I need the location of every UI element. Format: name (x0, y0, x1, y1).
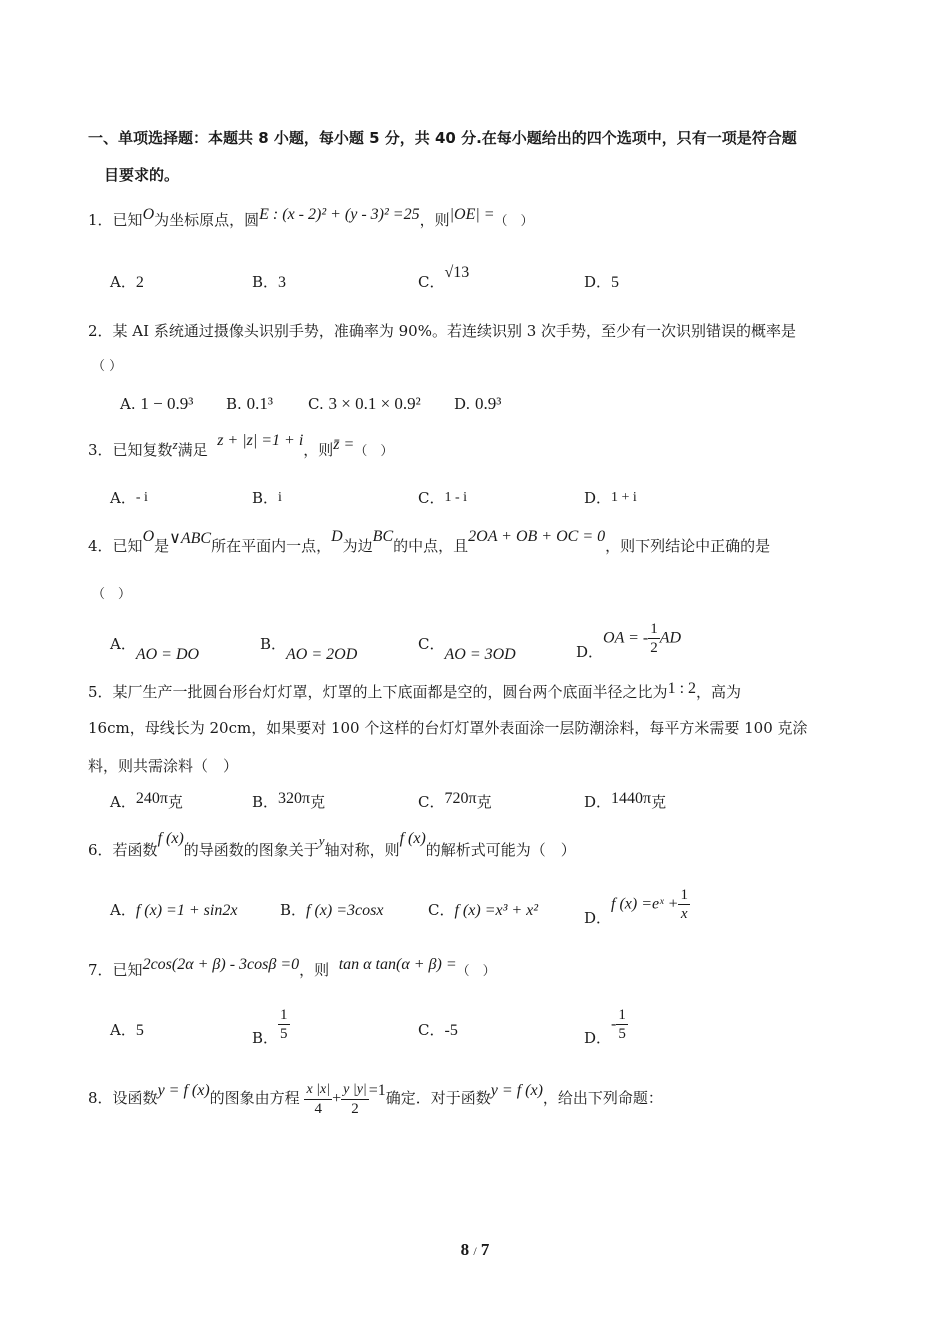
option-label: C． (418, 1021, 445, 1039)
option-value: √13 (444, 264, 470, 281)
math-var: O (142, 206, 155, 223)
option-value: AO = DO (135, 646, 200, 663)
math-equation: z̄ = (333, 436, 355, 453)
question-number: 3． (88, 441, 113, 459)
question-text: 为坐标原点，圆 (154, 211, 260, 229)
question-text: （ ） (456, 964, 496, 979)
question-number: 1． (88, 211, 113, 229)
question-3 (88, 432, 394, 462)
option-label: A. (120, 395, 136, 413)
question-text: 满足 (177, 441, 208, 459)
option-value: 0.9³ (475, 394, 502, 413)
option-label: D． (584, 1028, 612, 1047)
q2-option-a (120, 394, 193, 414)
option-label: D． (584, 489, 612, 507)
option-value: f (x) =1 + sin2x (135, 902, 238, 919)
question-text: 已知 (112, 961, 143, 979)
math-ratio: 1 : 2 (667, 680, 697, 697)
option-value: 5 (135, 1022, 144, 1039)
q4-option-d (576, 620, 682, 661)
math-function: f (x) (157, 830, 184, 847)
q3-option-a (110, 488, 148, 510)
q3-option-b (252, 488, 282, 510)
question-2-line2: （ ） (92, 359, 123, 374)
option-label: C． (428, 901, 455, 919)
question-text: 已知 (112, 537, 143, 555)
math-var: BC (372, 528, 394, 545)
fraction-denominator: 5 (618, 1026, 626, 1042)
question-text: 是 (154, 537, 170, 555)
question-5-line3: 料，则共需涂料（ ） (88, 757, 239, 775)
math-equation: 2OA + OB + OC = 0 (468, 528, 606, 545)
option-label: C． (418, 273, 445, 291)
question-2-line1: 2．某 AI 系统通过摄像头识别手势，准确率为 90%。若连续识别 3 次手势，至少有一次识别错误的概率是 (88, 322, 797, 340)
section-heading-line1: 一、单项选择题：本题共 8 小题，每小题 5 分，共 40 分.在每小题给出的四个选项中，只有一项是符合题 (88, 129, 797, 147)
q5-option-b (252, 792, 325, 813)
question-text: 的解析式可能为（ ） (425, 841, 576, 859)
option-value: 1440π (611, 790, 652, 807)
q7-option-b (252, 1006, 290, 1047)
question-text: ，则 (303, 441, 334, 459)
q6-option-a (110, 900, 237, 921)
option-value: 240π (135, 790, 168, 807)
option-value: 320π (278, 790, 311, 807)
fraction (616, 1006, 628, 1043)
option-label: C． (418, 635, 445, 653)
question-text: （ ） (354, 444, 394, 459)
option-label: A． (110, 793, 136, 811)
option-label: D． (584, 793, 612, 811)
option-value: AO = 2OD (286, 646, 358, 663)
option-value: f (x) =x³ + x² (454, 902, 539, 919)
fraction (648, 620, 660, 657)
option-value: 0.1³ (246, 394, 273, 413)
math-var: z (172, 437, 178, 452)
question-text: 已知复数 (112, 441, 173, 459)
q3-option-c (418, 488, 467, 510)
option-label: C． (418, 793, 445, 811)
question-text: 的中点，且 (393, 537, 469, 555)
math-equation: =1 (368, 1082, 386, 1099)
option-value: -5 (444, 1022, 458, 1039)
option-label: D． (584, 908, 612, 927)
q7-option-a (110, 1020, 144, 1041)
math-operator: + (332, 1090, 342, 1107)
option-value: 1 − 0.9³ (140, 394, 194, 413)
question-text: 确定．对于函数 (385, 1089, 491, 1107)
question-6 (88, 830, 576, 861)
fraction-denominator: 5 (280, 1026, 288, 1042)
q1-option-a (110, 272, 144, 293)
option-value: i (278, 490, 282, 505)
fraction (304, 1081, 332, 1118)
option-label: B． (280, 901, 307, 919)
q4-option-b (260, 634, 358, 663)
fraction-denominator: 2 (351, 1100, 359, 1117)
math-var: D (331, 528, 343, 545)
q6-option-b (280, 900, 383, 921)
option-value: 3 (278, 274, 287, 291)
question-8 (88, 1076, 663, 1121)
option-value: - i (135, 490, 148, 505)
q2-option-c (308, 394, 421, 414)
q7-option-c (418, 1020, 458, 1041)
fraction-numerator: 1 (618, 1007, 626, 1023)
q1-option-d (584, 272, 619, 293)
question-text: 已知 (112, 211, 143, 229)
fraction-numerator: x |x| (304, 1081, 332, 1100)
question-text: 为边 (342, 537, 373, 555)
section-heading-line2: 目要求的。 (104, 166, 180, 184)
q5-option-c (418, 792, 492, 813)
option-label: B． (252, 489, 279, 507)
math-equation: tan α tan(α + β) = (338, 956, 457, 973)
question-number: 6． (88, 841, 113, 859)
option-label: A． (110, 901, 136, 919)
option-label: C. (308, 395, 324, 413)
question-1 (88, 206, 534, 232)
option-label: B． (260, 635, 287, 653)
question-text: 轴对称，则 (324, 841, 400, 859)
page-number (0, 1240, 950, 1260)
question-number: 7． (88, 961, 113, 979)
fraction-denominator: 2 (650, 640, 658, 656)
question-text: ，则 (419, 211, 450, 229)
fraction-numerator: y |y| (341, 1081, 369, 1100)
option-unit: 克 (167, 793, 183, 811)
math-equation: |OE| = (449, 206, 495, 223)
option-label: D. (454, 395, 471, 413)
q4-option-c (418, 634, 516, 663)
option-value: 720π (444, 790, 477, 807)
fraction-denominator: 4 (314, 1100, 323, 1117)
question-text: ，高为 (696, 683, 742, 701)
question-text: 所在平面内一点， (211, 537, 332, 555)
question-number: 4． (88, 537, 113, 555)
page-separator: / (473, 1244, 477, 1258)
q5-option-d (584, 792, 666, 813)
option-label: D． (584, 273, 612, 291)
option-label: A． (110, 273, 136, 291)
math-var: O (142, 528, 155, 545)
option-label: A． (110, 635, 136, 653)
question-text: ，则下列结论中正确的是 (605, 537, 771, 555)
q2-option-d (454, 394, 501, 414)
question-text: 若函数 (112, 841, 158, 859)
math-var: ∨ABC (169, 530, 212, 547)
math-var: y (318, 833, 325, 848)
option-unit: 克 (651, 793, 667, 811)
option-value: 2 (135, 274, 144, 291)
option-value: f (x) =eˣ + (611, 895, 679, 913)
question-text: （ ） (494, 214, 534, 229)
option-label: B. (226, 395, 242, 413)
fraction-numerator: 1 (280, 1007, 288, 1023)
q4-option-a (110, 634, 200, 663)
q6-option-c (428, 900, 538, 921)
option-value: AO = 3OD (444, 646, 516, 663)
math-equation: y = f (x) (157, 1082, 210, 1099)
q7-option-d (584, 1006, 628, 1047)
q5-option-a (110, 792, 183, 813)
fraction-numerator: 1 (680, 887, 688, 903)
option-label: B． (252, 1028, 279, 1047)
question-text: 设函数 (112, 1089, 158, 1107)
fraction-denominator: x (680, 906, 688, 922)
math-function: f (x) (399, 830, 426, 847)
question-4 (88, 528, 771, 557)
fraction-numerator: 1 (650, 621, 658, 637)
option-label: A． (110, 1021, 136, 1039)
q6-option-d (584, 886, 690, 927)
math-equation: y = f (x) (490, 1082, 543, 1099)
question-text: 的导函数的图象关于 (183, 841, 319, 859)
option-label: C． (418, 489, 445, 507)
question-5-line2: 16cm，母线长为 20cm，如果要对 100 个这样的台灯灯罩外表面涂一层防潮涂料，每平方米需要 100 克涂 (88, 719, 808, 737)
question-text: 的图象由方程 (209, 1089, 300, 1107)
option-value: f (x) =3cosx (306, 902, 384, 919)
option-value: OA = - (603, 629, 649, 647)
option-unit: 克 (476, 793, 492, 811)
question-5-line1 (88, 682, 741, 703)
option-label: D． (576, 642, 604, 661)
question-text: ，则 (299, 961, 330, 979)
fraction (678, 886, 690, 923)
math-equation: E : (x - 2)² + (y - 3)² =25 (259, 206, 420, 223)
option-value: 3 × 0.1 × 0.9² (328, 394, 421, 413)
q1-option-b (252, 272, 286, 293)
fraction (341, 1081, 369, 1118)
option-value: 5 (611, 274, 620, 291)
option-label: B． (252, 273, 279, 291)
option-sign: - (611, 1015, 617, 1033)
math-equation: 2cos(2α + β) - 3cosβ =0 (142, 956, 300, 973)
question-number: 8． (88, 1089, 113, 1107)
math-equation: z + |z| =1 + i (217, 432, 304, 449)
option-label: B． (252, 793, 279, 811)
q3-option-d (584, 488, 637, 510)
option-value: 1 - i (444, 490, 468, 505)
total-pages: 7 (480, 1240, 490, 1259)
fraction (278, 1006, 290, 1043)
q2-option-b (226, 394, 273, 414)
question-text: 5．某厂生产一批圆台形台灯灯罩，灯罩的上下底面都是空的，圆台两个底面半径之比为 (88, 683, 668, 701)
option-value: 1 + i (611, 490, 637, 505)
question-4-line2: （ ） (92, 587, 132, 602)
option-label: A． (110, 489, 136, 507)
current-page: 8 (460, 1240, 470, 1259)
option-value: AD (659, 629, 682, 647)
q1-option-c (418, 264, 470, 293)
question-text: ，给出下列命题： (542, 1089, 663, 1107)
question-7 (88, 956, 496, 982)
option-unit: 克 (310, 793, 326, 811)
